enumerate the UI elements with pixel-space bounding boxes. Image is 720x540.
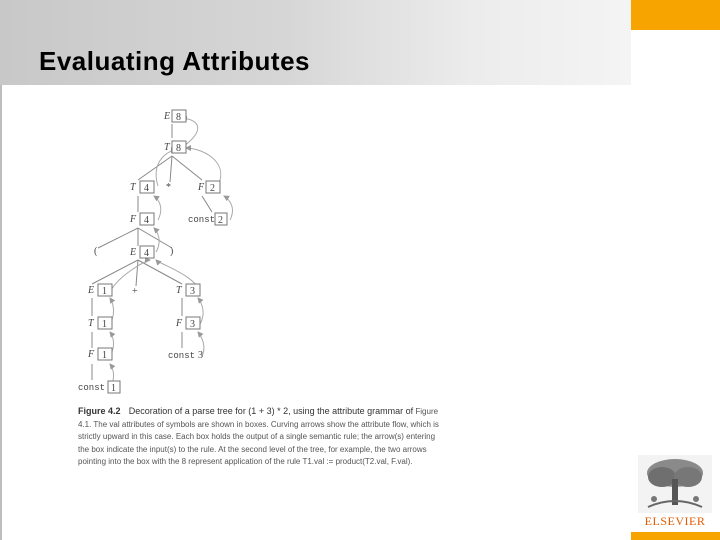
node-symbol: const bbox=[168, 351, 196, 361]
node-symbol: const bbox=[78, 383, 106, 393]
parse-tree-figure bbox=[70, 100, 450, 400]
node-symbol: F bbox=[88, 349, 95, 360]
node-symbol: T bbox=[164, 142, 170, 153]
node-value: 4 bbox=[144, 183, 149, 194]
node-value: 3 bbox=[190, 319, 195, 330]
node-symbol: const bbox=[188, 215, 216, 225]
node-symbol: E bbox=[130, 247, 137, 258]
node-value: 2 bbox=[218, 215, 223, 226]
node-symbol: ( bbox=[94, 246, 98, 257]
slide-title: Evaluating Attributes bbox=[39, 46, 311, 76]
figure-caption-body: Figure 4.1. The val attributes of symbols are shown in boxes. Curving arrows show the attribute flow, which is strictly upward in this case. Each box holds the output of a single semantic rule; the arrow(s) entering the box indicate the input(s) to the rule. At the second level of the tree, for example, the two arrows pointing into the box with the 8 represent application of the rule T1.val := product(T2.val, F.val). bbox=[78, 407, 439, 466]
node-value: 8 bbox=[176, 112, 181, 123]
node-value: 1 bbox=[102, 350, 107, 361]
node-symbol: F bbox=[130, 214, 137, 225]
node-symbol: E bbox=[164, 111, 171, 122]
node-symbol: F bbox=[198, 182, 205, 193]
node-symbol: F bbox=[176, 318, 183, 329]
tree-logo-icon bbox=[638, 455, 712, 513]
node-value: 1 bbox=[111, 383, 116, 394]
node-symbol: * bbox=[166, 182, 171, 193]
node-value: 1 bbox=[102, 319, 107, 330]
node-symbol: T bbox=[130, 182, 136, 193]
accent-bar bbox=[631, 0, 720, 30]
node-symbol: T bbox=[176, 285, 182, 296]
node-symbol: T bbox=[88, 318, 94, 329]
node-value: 2 bbox=[210, 183, 215, 194]
figure-title: Decoration of a parse tree for (1 + 3) * 2, using the attribute grammar of bbox=[128, 406, 414, 416]
node-symbol: + bbox=[132, 286, 138, 297]
figure-caption bbox=[78, 405, 444, 469]
bottom-accent-bar bbox=[631, 532, 720, 540]
parse-tree-diagram bbox=[70, 100, 450, 400]
node-symbol: ) bbox=[170, 246, 174, 257]
node-value: 8 bbox=[176, 143, 181, 154]
node-value: 3 bbox=[198, 350, 203, 361]
node-value: 4 bbox=[144, 248, 149, 259]
node-value: 1 bbox=[102, 286, 107, 297]
node-value: 4 bbox=[144, 215, 149, 226]
node-value: 3 bbox=[190, 286, 195, 297]
left-rule bbox=[0, 85, 2, 540]
elsevier-wordmark: ELSEVIER bbox=[644, 514, 706, 528]
node-symbol: E bbox=[88, 285, 95, 296]
figure-label: Figure 4.2 bbox=[78, 406, 121, 416]
